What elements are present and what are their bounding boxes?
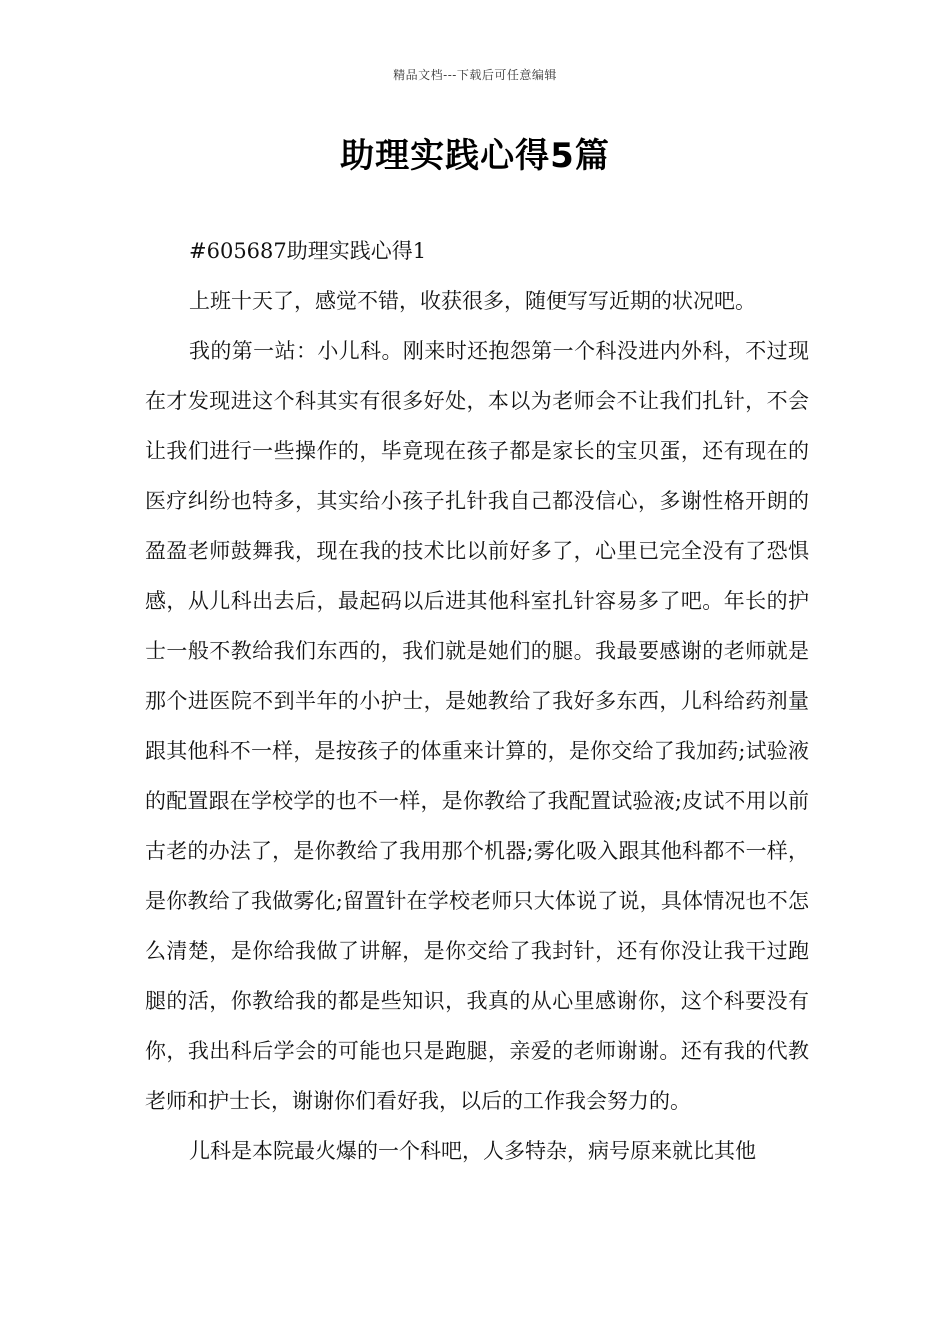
header-note: 精品文档---下载后可任意编辑 [393, 68, 557, 82]
document-title: 助理实践心得5篇 [340, 136, 610, 176]
paragraph: 上班十天了，感觉不错，收获很多，随便写写近期的状况吧。 [189, 289, 756, 313]
document-body [145, 226, 809, 1176]
paragraph: 我的第一站：小儿科。刚来时还抱怨第一个科没进内外科，不过现在才发现进这个科其实有很多好处，本以为老师会不让我们扎针，不会让我们进行一些操作的，毕竟现在孩子都是家长的宝贝蛋，还有现在的医疗纠纷也特多，其实给小孩子扎针我自己都没信心，多谢性格开朗的盈盈老师鼓舞我，现在我的技术比以前好多了，心里已完全没有了恐惧感，从儿科出去后，最起码以后进其他科室扎针容易多了吧。年长的护士一般不教给我们东西的，我们就是她们的腿。我最要感谢的老师就是那个进医院不到半年的小护士，是她教给了我好多东西，儿科给药剂量跟其他科不一样，是按孩子的体重来计算的，是你交给了我加药;试验液的配置跟在学校学的也不一样，是你教给了我配置试验液;皮试不用以前古老的办法了，是你教给了我用那个机器;雾化吸入跟其他科都不一样，是你教给了我做雾化;留置针在学校老师只大体说了说，具体情况也不怎么清楚，是你给我做了讲解，是你交给了我封针，还有你没让我干过跑腿的活，你教给我的都是些知识，我真的从心里感谢你，这个科要没有你，我出科后学会的可能也只是跑腿，亲爱的老师谢谢。还有我的代教老师和护士长，谢谢你们看好我，以后的工作我会努力的。 [145, 339, 809, 1113]
section-heading: #605687助理实践心得1 [189, 239, 427, 263]
paragraph: 儿科是本院最火爆的一个科吧，人多特杂，病号原来就比其他 [189, 1139, 756, 1163]
